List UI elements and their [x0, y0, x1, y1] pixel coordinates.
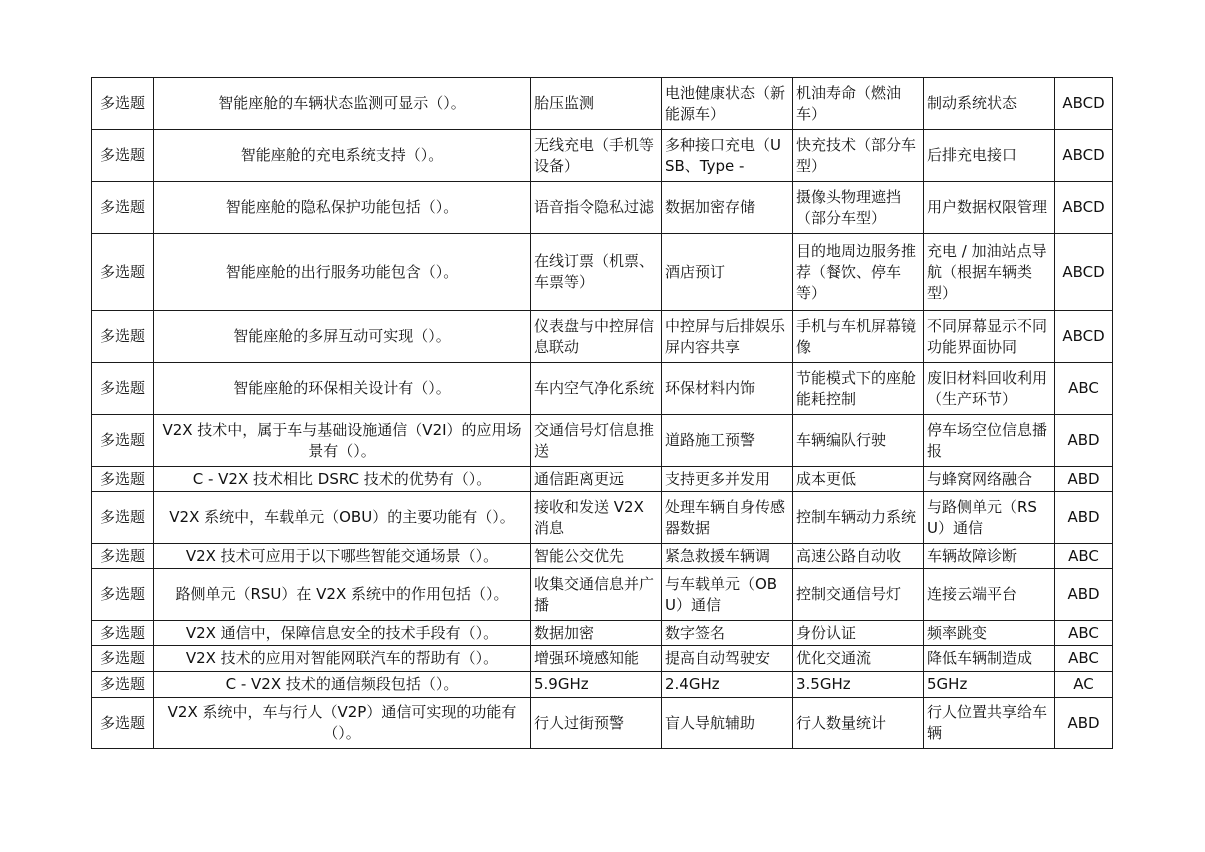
question-text-cell: V2X 技术的应用对智能网联汽车的帮助有（）。 — [154, 646, 531, 672]
table-row — [92, 621, 1113, 646]
option-a-text: 通信距离更远 — [534, 469, 625, 488]
option-b-text: 多种接口充电（USB、Type - — [665, 135, 781, 175]
question-type-cell: 多选题 — [92, 234, 154, 311]
option-d-text: 5GHz — [927, 675, 968, 693]
option-c-text: 快充技术（部分车型） — [796, 135, 917, 175]
option-b-text: 提高自动驾驶安 — [665, 649, 771, 667]
option-d-text: 行人位置共享给车辆 — [927, 703, 1048, 742]
question-text-cell: V2X 技术中，属于车与基础设施通信（V2I）的应用场景有（）。 — [154, 415, 531, 467]
table-row — [92, 311, 1113, 363]
question-text-cell: V2X 系统中，车与行人（V2P）通信可实现的功能有（）。 — [154, 698, 531, 749]
option-b-text: 电池健康状态（新能源车） — [665, 83, 786, 123]
option-a-text: 语音指令隐私过滤 — [534, 198, 655, 216]
option-c-cell — [793, 544, 924, 569]
option-a-text: 智能公交优先 — [534, 546, 625, 565]
option-b-cell — [662, 646, 793, 672]
option-c-text: 手机与车机屏幕镜像 — [796, 316, 917, 356]
option-c-text: 目的地周边服务推荐（餐饮、停车等） — [796, 241, 917, 302]
option-d-cell — [924, 672, 1055, 698]
option-b-cell — [662, 492, 793, 544]
question-text-cell: V2X 系统中，车载单元（OBU）的主要功能有（）。 — [154, 492, 531, 544]
option-b-cell — [662, 415, 793, 467]
option-a-cell — [531, 78, 662, 130]
option-c-cell — [793, 646, 924, 672]
option-c-cell — [793, 569, 924, 621]
question-table-body — [92, 78, 1113, 749]
option-d-text: 制动系统状态 — [927, 94, 1018, 112]
question-type-cell: 多选题 — [92, 646, 154, 672]
option-a-text: 车内空气净化系统 — [534, 379, 655, 397]
option-a-cell — [531, 698, 662, 749]
option-a-text: 在线订票（机票、车票等） — [534, 252, 655, 291]
option-d-cell — [924, 698, 1055, 749]
option-c-text: 机油寿命（燃油车） — [796, 83, 902, 123]
answer-cell: ABD — [1055, 467, 1113, 492]
question-type-cell: 多选题 — [92, 415, 154, 467]
table-row — [92, 492, 1113, 544]
answer-cell: ABC — [1055, 646, 1113, 672]
table-row — [92, 78, 1113, 130]
option-d-text: 停车场空位信息播报 — [927, 420, 1048, 460]
question-type-cell: 多选题 — [92, 492, 154, 544]
option-b-text: 道路施工预警 — [665, 431, 756, 449]
option-b-cell — [662, 234, 793, 311]
option-a-cell — [531, 311, 662, 363]
question-type-cell: 多选题 — [92, 311, 154, 363]
option-d-cell — [924, 621, 1055, 646]
option-c-cell — [793, 182, 924, 234]
option-b-text: 2.4GHz — [665, 675, 720, 693]
question-type-cell: 多选题 — [92, 672, 154, 698]
option-c-cell — [793, 363, 924, 415]
option-a-cell — [531, 621, 662, 646]
option-a-cell — [531, 182, 662, 234]
option-a-text: 无线充电（手机等设备） — [534, 135, 655, 175]
option-b-text: 酒店预订 — [665, 262, 726, 281]
option-d-text: 充电 / 加油站点导航（根据车辆类型） — [927, 241, 1047, 302]
option-c-text: 控制车辆动力系统 — [796, 508, 917, 526]
option-d-cell — [924, 234, 1055, 311]
answer-cell: AC — [1055, 672, 1113, 698]
question-type-cell: 多选题 — [92, 78, 154, 130]
option-b-text: 环保材料内饰 — [665, 379, 756, 397]
table-row — [92, 363, 1113, 415]
option-c-cell — [793, 130, 924, 182]
question-text-cell: 智能座舱的多屏互动可实现（）。 — [154, 311, 531, 363]
answer-cell: ABCD — [1055, 182, 1113, 234]
option-a-cell — [531, 130, 662, 182]
table-row — [92, 569, 1113, 621]
question-text-cell: C - V2X 技术相比 DSRC 技术的优势有（）。 — [154, 467, 531, 492]
option-c-cell — [793, 467, 924, 492]
option-b-cell — [662, 130, 793, 182]
table-row — [92, 182, 1113, 234]
option-c-cell — [793, 492, 924, 544]
answer-cell: ABD — [1055, 698, 1113, 749]
option-b-text: 与车载单元（OBU）通信 — [665, 574, 778, 614]
table-row — [92, 646, 1113, 672]
option-b-cell — [662, 311, 793, 363]
answer-cell: ABCD — [1055, 311, 1113, 363]
option-a-text: 交通信号灯信息推送 — [534, 420, 655, 460]
option-d-text: 用户数据权限管理 — [927, 198, 1048, 216]
option-a-text: 仪表盘与中控屏信息联动 — [534, 316, 655, 356]
option-b-text: 盲人导航辅助 — [665, 713, 756, 732]
answer-cell: ABC — [1055, 363, 1113, 415]
table-row — [92, 467, 1113, 492]
option-b-text: 支持更多并发用 — [665, 469, 771, 488]
answer-cell: ABCD — [1055, 78, 1113, 130]
option-a-cell — [531, 467, 662, 492]
option-b-text: 处理车辆自身传感器数据 — [665, 497, 786, 537]
question-text-cell: 智能座舱的环保相关设计有（）。 — [154, 363, 531, 415]
option-c-text: 成本更低 — [796, 469, 857, 488]
question-type-cell: 多选题 — [92, 363, 154, 415]
option-a-cell — [531, 646, 662, 672]
option-b-text: 数据加密存储 — [665, 198, 756, 216]
question-text-cell: C - V2X 技术的通信频段包括（）。 — [154, 672, 531, 698]
question-text-cell: 智能座舱的隐私保护功能包括（）。 — [154, 182, 531, 234]
option-b-cell — [662, 363, 793, 415]
question-text-cell: 智能座舱的充电系统支持（）。 — [154, 130, 531, 182]
option-d-cell — [924, 646, 1055, 672]
option-d-cell — [924, 311, 1055, 363]
option-c-text: 车辆编队行驶 — [796, 431, 887, 449]
question-text-cell: 智能座舱的出行服务功能包含（）。 — [154, 234, 531, 311]
option-a-cell — [531, 234, 662, 311]
option-d-text: 车辆故障诊断 — [927, 546, 1018, 565]
option-a-text: 收集交通信息并广播 — [534, 574, 655, 614]
table-row — [92, 130, 1113, 182]
option-a-text: 行人过街预警 — [534, 713, 625, 732]
question-type-cell: 多选题 — [92, 130, 154, 182]
option-d-cell — [924, 130, 1055, 182]
table-row — [92, 234, 1113, 311]
option-c-cell — [793, 234, 924, 311]
option-b-cell — [662, 698, 793, 749]
option-c-cell — [793, 78, 924, 130]
option-a-cell — [531, 672, 662, 698]
option-a-cell — [531, 492, 662, 544]
option-c-text: 身份认证 — [796, 623, 857, 642]
option-b-cell — [662, 78, 793, 130]
option-d-text: 后排充电接口 — [927, 146, 1018, 164]
option-a-cell — [531, 544, 662, 569]
option-c-cell — [793, 621, 924, 646]
option-c-cell — [793, 698, 924, 749]
option-c-cell — [793, 311, 924, 363]
option-d-text: 与蜂窝网络融合 — [927, 469, 1033, 488]
question-text-cell: V2X 技术可应用于以下哪些智能交通场景（）。 — [154, 544, 531, 569]
table-row — [92, 698, 1113, 749]
table-row — [92, 544, 1113, 569]
option-c-text: 节能模式下的座舱能耗控制 — [796, 368, 917, 408]
option-d-text: 降低车辆制造成 — [927, 649, 1033, 667]
option-d-text: 连接云端平台 — [927, 585, 1018, 603]
answer-cell: ABCD — [1055, 234, 1113, 311]
option-c-text: 3.5GHz — [796, 675, 851, 693]
option-b-cell — [662, 467, 793, 492]
option-c-text: 行人数量统计 — [796, 713, 887, 732]
table-row — [92, 672, 1113, 698]
question-table — [91, 77, 1113, 749]
question-type-cell: 多选题 — [92, 621, 154, 646]
question-type-cell: 多选题 — [92, 698, 154, 749]
question-text-cell: 智能座舱的车辆状态监测可显示（）。 — [154, 78, 531, 130]
option-d-cell — [924, 182, 1055, 234]
question-type-cell: 多选题 — [92, 182, 154, 234]
option-d-cell — [924, 544, 1055, 569]
question-text-cell: 路侧单元（RSU）在 V2X 系统中的作用包括（）。 — [154, 569, 531, 621]
option-c-cell — [793, 415, 924, 467]
question-type-cell: 多选题 — [92, 569, 154, 621]
question-text-cell: V2X 通信中，保障信息安全的技术手段有（）。 — [154, 621, 531, 646]
question-type-cell: 多选题 — [92, 544, 154, 569]
option-a-cell — [531, 415, 662, 467]
option-c-text: 控制交通信号灯 — [796, 585, 902, 603]
option-d-cell — [924, 467, 1055, 492]
option-a-cell — [531, 569, 662, 621]
question-type-cell: 多选题 — [92, 467, 154, 492]
option-a-text: 5.9GHz — [534, 675, 589, 693]
option-a-text: 接收和发送 V2X 消息 — [534, 497, 644, 537]
answer-cell: ABD — [1055, 569, 1113, 621]
option-d-cell — [924, 569, 1055, 621]
option-d-cell — [924, 415, 1055, 467]
option-d-cell — [924, 78, 1055, 130]
option-a-text: 增强环境感知能 — [534, 649, 640, 667]
answer-cell: ABC — [1055, 544, 1113, 569]
option-d-text: 废旧材料回收利用（生产环节） — [927, 368, 1048, 408]
option-c-text: 高速公路自动收 — [796, 546, 902, 565]
table-row — [92, 415, 1113, 467]
option-d-text: 与路侧单元（RSU）通信 — [927, 497, 1037, 537]
option-c-text: 优化交通流 — [796, 649, 872, 667]
option-d-cell — [924, 363, 1055, 415]
option-b-cell — [662, 182, 793, 234]
answer-cell: ABC — [1055, 621, 1113, 646]
option-c-cell — [793, 672, 924, 698]
option-b-text: 数字签名 — [665, 623, 726, 642]
option-b-cell — [662, 544, 793, 569]
option-b-cell — [662, 672, 793, 698]
answer-cell: ABCD — [1055, 130, 1113, 182]
option-d-text: 频率跳变 — [927, 623, 988, 642]
option-b-text: 紧急救援车辆调 — [665, 546, 771, 565]
option-d-cell — [924, 492, 1055, 544]
answer-cell: ABD — [1055, 415, 1113, 467]
option-a-cell — [531, 363, 662, 415]
option-d-text: 不同屏幕显示不同功能界面协同 — [927, 316, 1048, 356]
option-c-text: 摄像头物理遮挡（部分车型） — [796, 187, 902, 227]
option-b-cell — [662, 621, 793, 646]
option-a-text: 数据加密 — [534, 623, 595, 642]
option-a-text: 胎压监测 — [534, 94, 595, 112]
option-b-text: 中控屏与后排娱乐屏内容共享 — [665, 316, 786, 356]
answer-cell: ABD — [1055, 492, 1113, 544]
option-b-cell — [662, 569, 793, 621]
